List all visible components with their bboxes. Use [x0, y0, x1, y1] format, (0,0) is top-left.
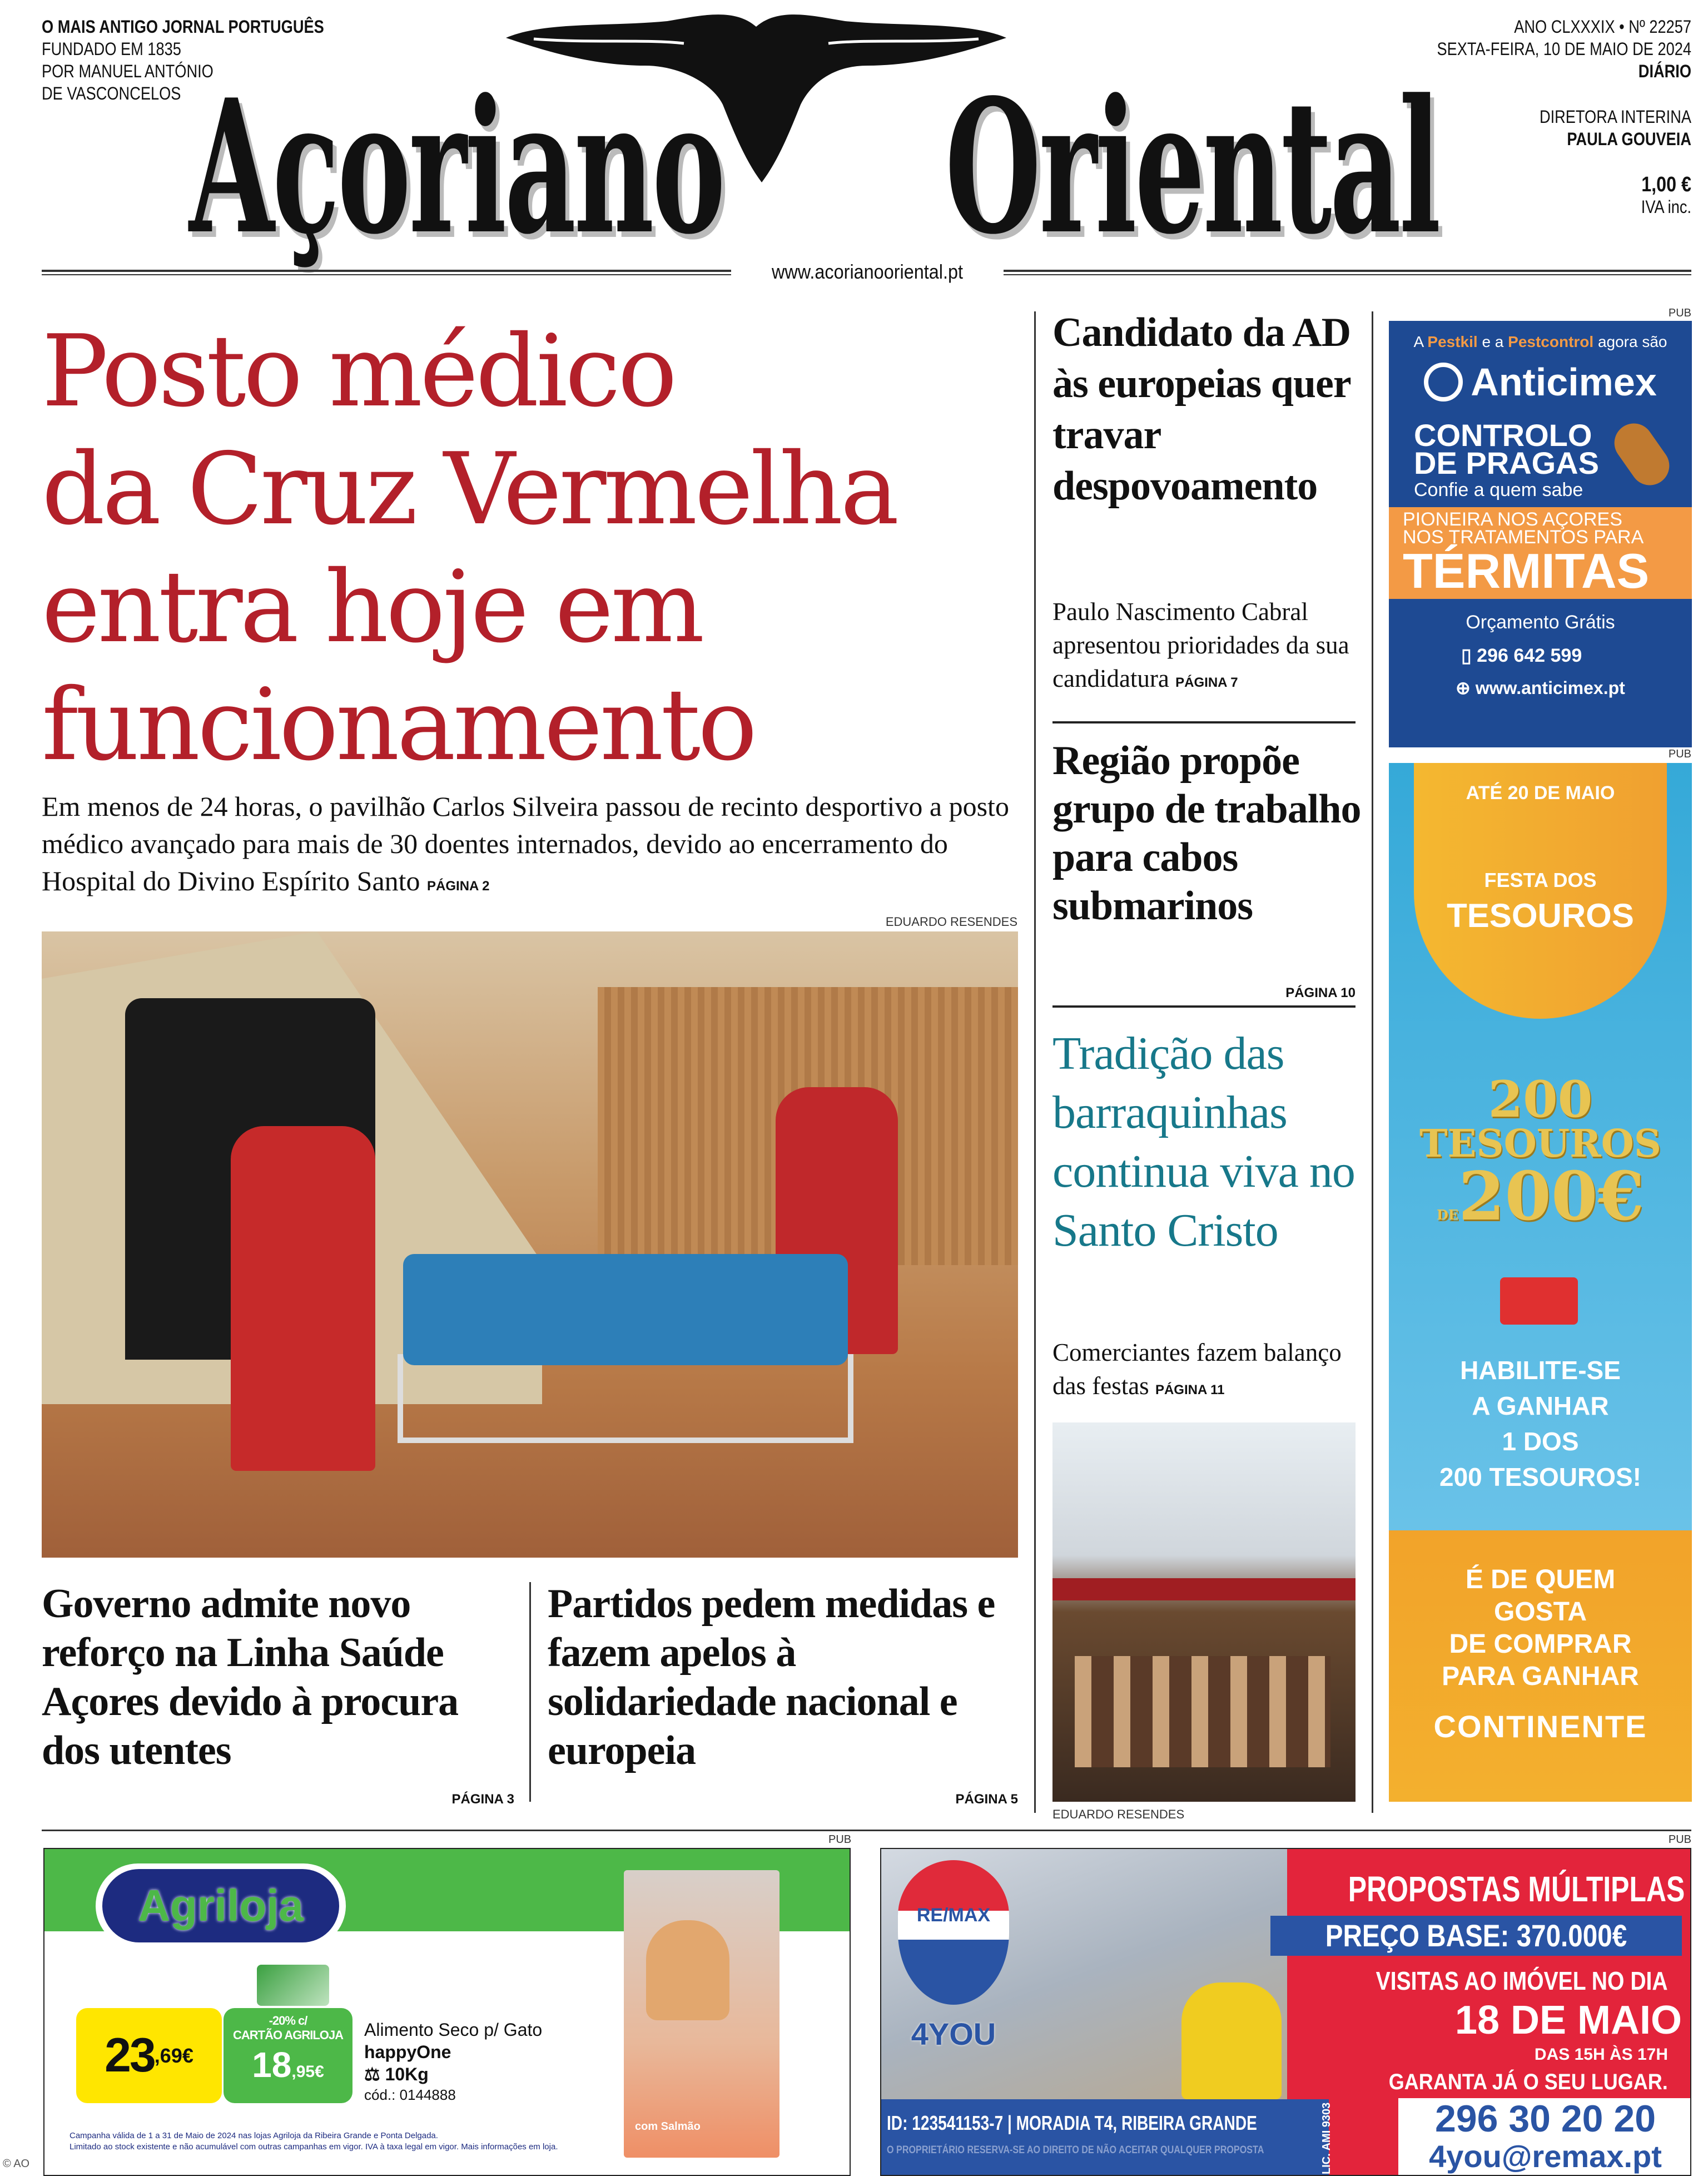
header-rule: [1004, 270, 1691, 275]
story-regiao[interactable]: Região propõe grupo de trabalho para cabos submarinos: [1052, 738, 1361, 929]
photo-credit: EDUARDO RESENDES: [1052, 1807, 1185, 1821]
ad-anticimex[interactable]: A Pestkil e a Pestcontrol agora são Anticimex CONTROLO DE PRAGAS Confie a quem sabe PIONEIRA NOS AÇORES NOS TRATAMENTOS PARA TÉRMITAS Orçamento Grátis ▯ 296 642 599 ⊕ www.anticimex.pt: [1389, 321, 1692, 747]
director-label: DIRETORA INTERINA: [1539, 107, 1691, 127]
story-rule: [1052, 1005, 1356, 1008]
masthead-title-right: Oriental: [945, 59, 1439, 275]
remax-balloon-icon: [898, 1860, 1009, 2005]
pub-label: PUB: [828, 1833, 852, 1846]
story-candidato[interactable]: Candidato da AD às europeias quer travar despovoamento: [1052, 310, 1351, 509]
anticimex-slogan: Confie a quem sabe: [1414, 479, 1583, 500]
masthead-title-left: Açoriano: [189, 59, 724, 275]
pub-label: PUB: [1668, 1833, 1691, 1846]
page-ref: PÁGINA 2: [427, 879, 490, 894]
cat-image: [646, 1920, 729, 2020]
loyalty-card-icon: [257, 1965, 329, 2006]
story-candidato-sub: Paulo Nascimento Cabral apresentou prioridades da sua candidatura PÁGINA 7: [1052, 598, 1349, 692]
story-partidos[interactable]: Partidos pedem medidas e fazem apelos à solidariedade nacional e europeia: [548, 1581, 995, 1773]
phone-icon: ▯: [1461, 645, 1477, 666]
tagline: O MAIS ANTIGO JORNAL PORTUGUÊS: [42, 17, 324, 37]
founded-line: POR MANUEL ANTÓNIO: [42, 61, 214, 81]
director-name: PAULA GOUVEIA: [1567, 129, 1691, 149]
column-divider: [529, 1582, 531, 1802]
column-divider: [1372, 311, 1373, 1813]
continente-card-icon: [1500, 1277, 1578, 1325]
lead-headline[interactable]: Posto médico da Cruz Vermelha entra hoje em funcionamento: [42, 314, 897, 782]
page-ref: PÁGINA 10: [1285, 985, 1356, 1000]
page-ref: PÁGINA 7: [1175, 675, 1238, 690]
price-note: IVA inc.: [1641, 197, 1691, 217]
page-ref: PÁGINA 5: [955, 1792, 1018, 1807]
page-ref: PÁGINA 11: [1155, 1382, 1225, 1397]
globe-icon: ⊕: [1456, 678, 1476, 698]
anticimex-logo-icon: [1424, 363, 1463, 402]
issue-number: ANO CLXXXIX • Nº 22257: [1514, 17, 1691, 37]
column-divider: [1034, 311, 1036, 1813]
story-tradicao[interactable]: Tradição das barraquinhas continua viva no Santo Cristo: [1052, 1028, 1355, 1256]
price: 1,00 €: [1641, 173, 1691, 196]
barraquinhas-photo: [1052, 1422, 1356, 1802]
agriloja-logo: Agriloja: [138, 1881, 304, 1930]
ad-continente[interactable]: ATÉ 20 DE MAIO FESTA DOS TESOUROS 200 TESOUROS DE200€ HABILITE-SE A GANHAR 1 DOS 200 TESOUROS! É DE QUEM GOSTA DE COMPRAR PARA GANHAR CONTINENTE: [1389, 763, 1692, 1802]
armchair: [1181, 1982, 1282, 2099]
founded-line: DE VASCONCELOS: [42, 83, 181, 103]
issue-date: SEXTA-FEIRA, 10 DE MAIO DE 2024: [1437, 39, 1691, 59]
continente-logo: CONTINENTE: [1433, 1709, 1647, 1744]
site-url-link[interactable]: www.acorianooriental.pt: [772, 260, 963, 283]
ad-agriloja[interactable]: Agriloja 23 ,69€ -20% c/ CARTÃO AGRILOJA 18,95€ Alimento Seco p/ Gato happyOne ⚖ 10Kg cód.: 0144888 Campanha válida de 1 a 31 de Maio de 2024 nas lojas Agriloja da Ribeira Grande e Ponta Delgada. Limitado ao stock existente e não acumulável com outras campanhas em vigor. IVA à taxa legal em vigor. Mais informações em loja. com Salmão: [43, 1848, 851, 2176]
header-rule: [42, 270, 731, 275]
remax-email: 4you@remax.pt: [1429, 2139, 1662, 2174]
frequency: DIÁRIO: [1638, 61, 1691, 81]
remax-phone: 296 30 20 20: [1434, 2098, 1656, 2140]
founded-line: FUNDADO EM 1835: [42, 39, 181, 59]
termite-icon: [1607, 416, 1677, 493]
cat-food-bag: com Salmão: [624, 1870, 779, 2158]
copyright: © AO: [3, 2158, 30, 2170]
story-tradicao-sub: Comerciantes fazem balanço das festas PÁGINA 11: [1052, 1339, 1342, 1400]
lead-subtitle: Em menos de 24 horas, o pavilhão Carlos Silveira passou de recinto desportivo a posto médico avançado para mais de 30 doentes internados, devido ao encerramento do Hospital do Divino Espírito Santo PÁGINA 2: [42, 791, 1009, 896]
pub-label: PUB: [1668, 748, 1691, 760]
section-rule: [42, 1830, 1691, 1831]
story-rule: [1052, 721, 1356, 723]
page-ref: PÁGINA 3: [451, 1792, 514, 1807]
weight-icon: ⚖: [364, 2064, 385, 2084]
photo-credit: EDUARDO RESENDES: [885, 915, 1017, 929]
pub-label: PUB: [1668, 307, 1691, 319]
ad-remax[interactable]: RE/MAX 4YOU ID: 123541153-7 | MORADIA T4, RIBEIRA GRANDE O PROPRIETÁRIO RESERVA-SE AO DIREITO DE NÃO ACEITAR QUALQUER PROPOSTA LIC. AMI 9303 PROPOSTAS MÚLTIPLAS PREÇO BASE: 370.000€ VISITAS AO IMÓVEL NO DIA 18 DE MAIO DAS 15H ÀS 17H GARANTA JÁ O SEU LUGAR. 296 30 20 20 4you@remax.pt: [880, 1848, 1691, 2176]
story-governo[interactable]: Governo admite novo reforço na Linha Saúde Açores devido à procura dos utentes: [42, 1581, 459, 1773]
lead-photo: [42, 931, 1018, 1558]
